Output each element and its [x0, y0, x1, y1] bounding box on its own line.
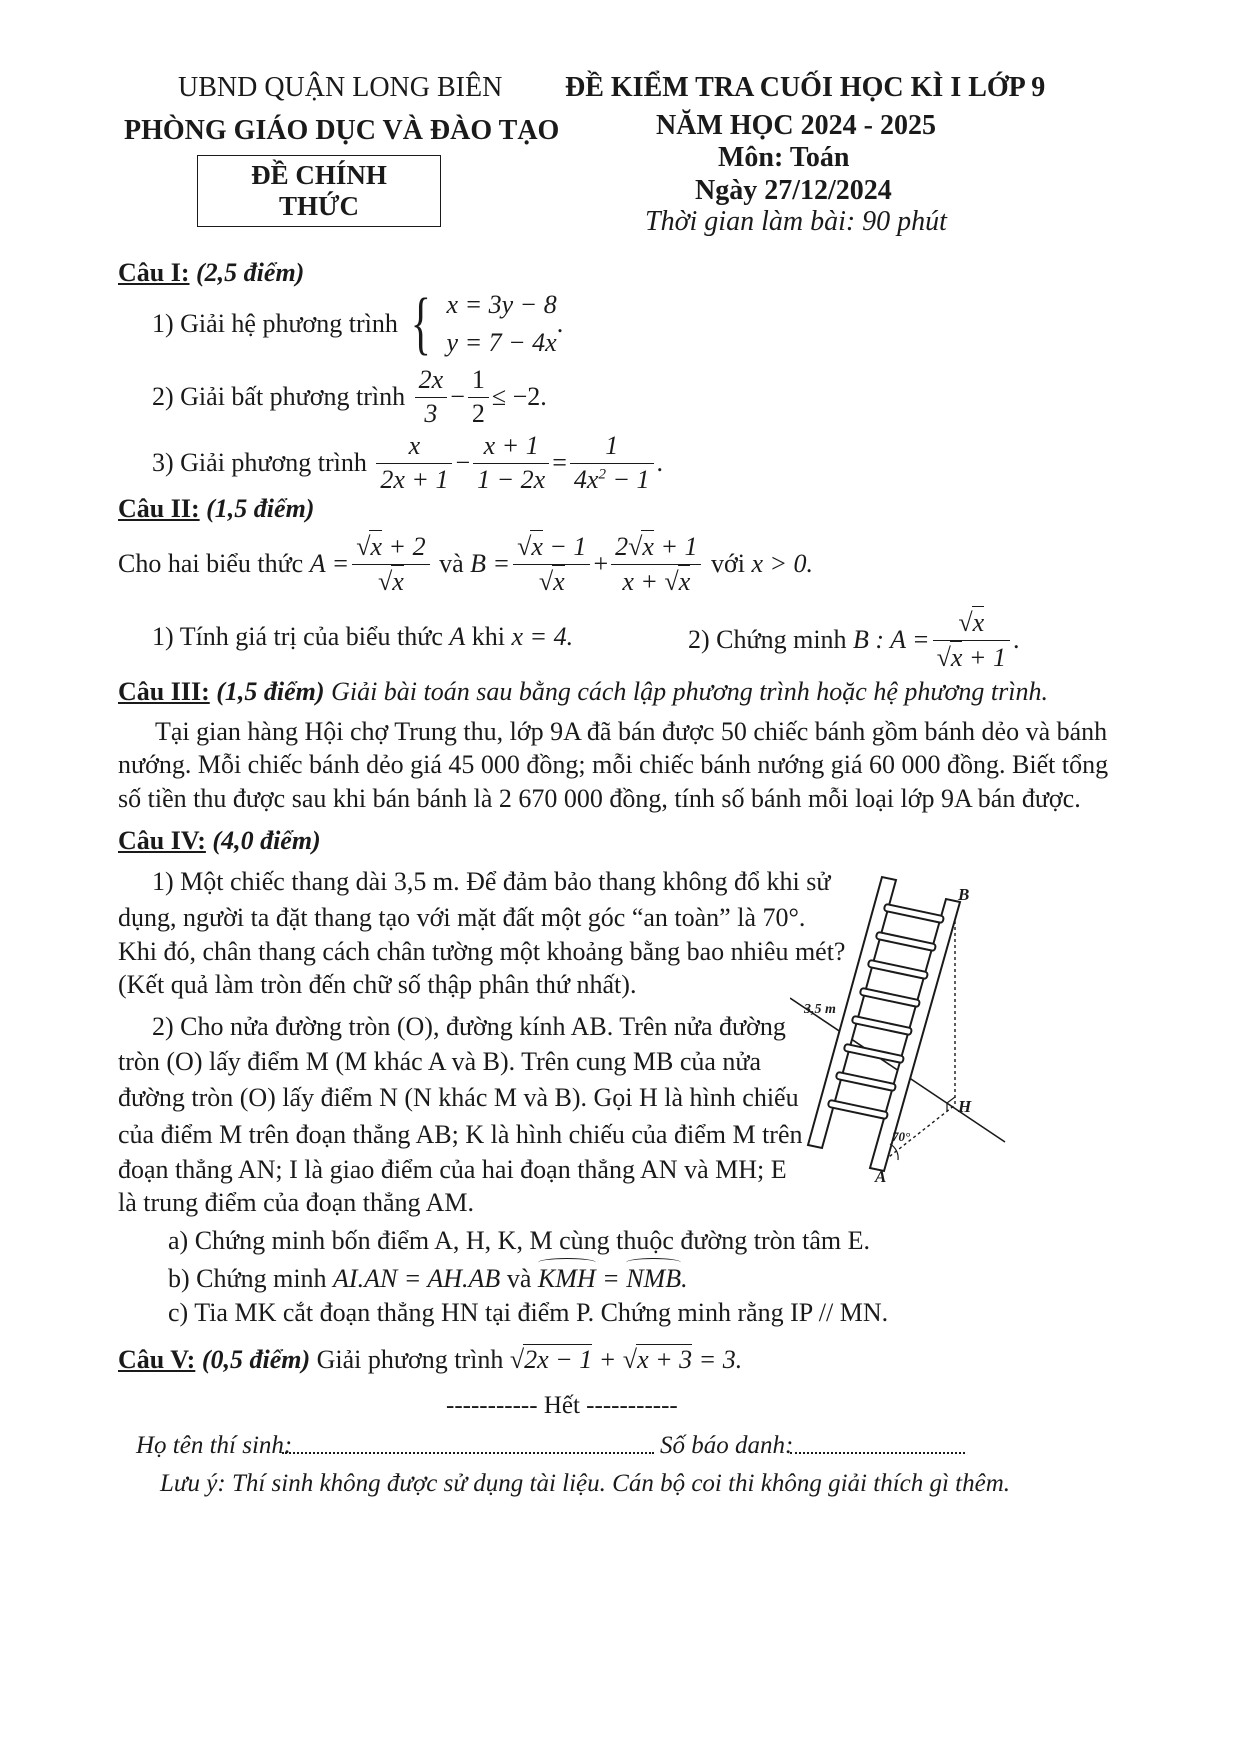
label-H: H: [958, 1097, 972, 1116]
fraction: $\frac{x}{2x + 1}$: [376, 430, 452, 496]
q4-heading: Câu IV: (4,0 điểm): [118, 826, 321, 855]
q1-heading: Câu I: (2,5 điểm): [118, 258, 305, 287]
official-label: ĐỀ CHÍNH THỨC: [197, 155, 441, 227]
exam-date: Ngày 27/12/2024: [695, 175, 892, 206]
q4-p2-line1: 2) Cho nửa đường tròn (O), đường kính AB. Trên nửa đường: [152, 1012, 786, 1041]
candidate-number-label: Số báo danh:: [660, 1432, 794, 1459]
candidate-name-field[interactable]: [282, 1452, 654, 1454]
q4-p1-line2: dụng, người ta đặt thang tạo với mặt đất một góc “an toàn” là 70°.: [118, 903, 806, 932]
q2-part1: 1) Tính giá trị của biểu thức A khi x = 4.: [152, 622, 574, 651]
q4-p1-line1: 1) Một chiếc thang dài 3,5 m. Để đảm bảo thang không đổ khi sử: [152, 867, 831, 896]
label-B: B: [958, 885, 970, 904]
label-length: 3,5 m: [804, 1002, 836, 1017]
q5-line: Câu V: (0,5 điểm) Giải phương trình √2x − 1 + √x + 3 = 3.: [118, 1345, 743, 1374]
exam-duration: Thời gian làm bài: 90 phút: [645, 206, 947, 237]
q3-heading: Câu III: (1,5 điểm) Giải bài toán sau bằng cách lập phương trình hoặc hệ phương trình.: [118, 677, 1048, 706]
footer-note: Lưu ý: Thí sinh không được sử dụng tài liệu. Cán bộ coi thi không giải thích gì thêm.: [160, 1470, 1011, 1497]
school-year: NĂM HỌC 2024 - 2025: [656, 110, 936, 141]
subject: Môn: Toán: [718, 142, 850, 173]
q4-p1-line3: Khi đó, chân thang cách chân tường một khoảng bằng bao nhiêu mét?: [118, 937, 846, 966]
end-marker: ----------- Hết -----------: [446, 1392, 678, 1419]
equation-system: x = 3y − 8 y = 7 − 4x: [446, 290, 557, 357]
header-office: PHÒNG GIÁO DỤC VÀ ĐÀO TẠO: [124, 115, 560, 146]
q4-p2-line5: đoạn thẳng AN; I là giao điểm của hai đoạn thẳng AN và MH; E: [118, 1155, 787, 1184]
q2-expressions: Cho hai biểu thức A = $\frac{√x + 2}{√x}$ và B = $\frac{√x - 1}{√x}$ + $\frac{2√x + 1}{x + √x}$ với x > 0.: [118, 530, 813, 598]
candidate-name-label: Họ tên thí sinh:: [136, 1432, 293, 1459]
ladder-figure: [790, 860, 1020, 1190]
q4-part-a: a) Chứng minh bốn điểm A, H, K, M cùng thuộc đường tròn tâm E.: [168, 1226, 870, 1255]
fraction-B1: $\frac{√x - 1}{√x}$: [513, 530, 590, 598]
fraction: $\frac{x + 1}{1 - 2x}$: [473, 430, 549, 496]
q1-part3: 3) Giải phương trình $\frac{x}{2x + 1}$ − $\frac{x + 1}{1 - 2x}$ = $\frac{1}{4x^2 - 1}$ .: [152, 430, 663, 496]
fraction-A: $\frac{√x + 2}{√x}$: [352, 530, 429, 598]
q4-p2-line2: tròn (O) lấy điểm M (M khác A và B). Trên cung MB của nửa: [118, 1047, 762, 1076]
fraction-B2: $\frac{2√x + 1}{x + √x}$: [611, 530, 701, 598]
system-brace: {: [411, 285, 432, 362]
fraction: $\frac{2x}{3}$: [415, 364, 448, 430]
q1-part1: 1) Giải hệ phương trình { x = 3y − 8 y = 7 − 4x .: [152, 285, 564, 362]
q3-line1: Tại gian hàng Hội chợ Trung thu, lớp 9A đã bán được 50 chiếc bánh gồm bánh dẻo và bánh: [155, 717, 1108, 746]
fraction: $\frac{1}{2}$: [468, 364, 489, 430]
q2-heading: Câu II: (1,5 điểm): [118, 494, 315, 523]
label-angle: 70°: [892, 1129, 911, 1144]
header-department: UBND QUẬN LONG BIÊN: [178, 72, 503, 103]
q4-p2-line3: đường tròn (O) lấy điểm N (N khác M và B). Gọi H là hình chiếu: [118, 1083, 799, 1112]
q3-line2: nướng. Mỗi chiếc bánh dẻo giá 45 000 đồng; mỗi chiếc bánh nướng giá 60 000 đồng. Biết tổng: [118, 750, 1109, 779]
q4-p1-line4: (Kết quả làm tròn đến chữ số thập phân thứ nhất).: [118, 970, 637, 999]
q1-part2: 2) Giải bất phương trình $\frac{2x}{3}$ − $\frac{1}{2}$ ≤ −2.: [152, 364, 547, 430]
q4-part-c: c) Tia MK cắt đoạn thẳng HN tại điểm P. Chứng minh rằng IP // MN.: [168, 1298, 889, 1327]
q4-p2-line6: là trung điểm của đoạn thẳng AM.: [118, 1188, 474, 1217]
exam-title: ĐỀ KIỂM TRA CUỐI HỌC KÌ I LỚP 9: [565, 72, 1046, 103]
fraction: $\frac{1}{4x^2 - 1}$: [570, 430, 654, 496]
fraction: $\frac{√x}{√x + 1}$: [933, 606, 1010, 674]
q4-part-b: b) Chứng minh AI.AN = AH.AB và KMH = NMB.: [168, 1264, 688, 1293]
label-A: A: [875, 1167, 887, 1186]
q4-p2-line4: của điểm M trên đoạn thẳng AB; K là hình chiếu của điểm M trên: [118, 1120, 803, 1149]
q3-line3: số tiền thu được sau khi bán bánh là 2 670 000 đồng, tính số bánh mỗi loại lớp 9A bán được.: [118, 784, 1081, 813]
candidate-number-field[interactable]: [790, 1452, 965, 1454]
q2-part2: 2) Chứng minh B : A = $\frac{√x}{√x + 1}$ .: [688, 606, 1019, 674]
